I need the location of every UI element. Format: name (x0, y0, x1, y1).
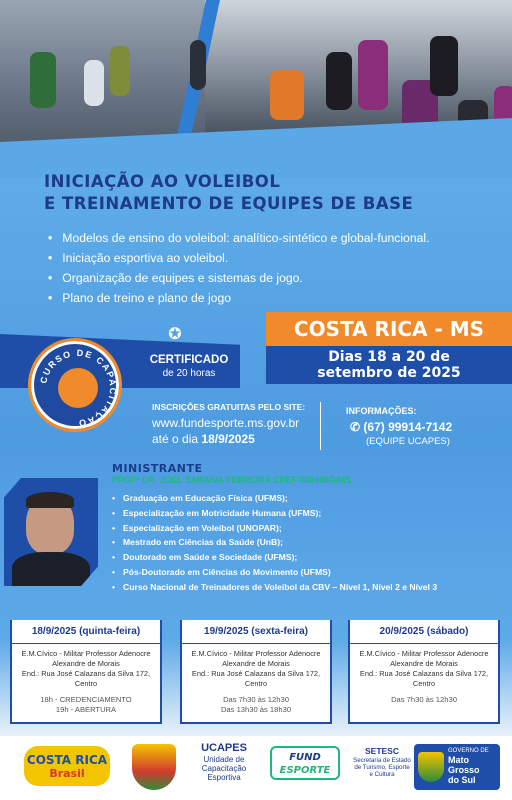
schedule-day: 20/9/2025 (sábado) (350, 620, 498, 644)
instructor-photo (4, 478, 98, 586)
costa-rica-logo-title: COSTA RICA (26, 753, 108, 767)
ucapes-line: Esportiva (207, 773, 241, 782)
info-team: (EQUIPE UCAPES) (366, 436, 450, 447)
title-line-1: INICIAÇÃO AO VOLEIBOL (44, 172, 281, 191)
player-figure (358, 40, 388, 110)
qualification-item: • Especialização em Motricidade Humana (UFMS); (112, 506, 508, 521)
topic-item: • Organização de equipes e sistemas de jogo. (48, 268, 430, 288)
setesc-line: Secretaria de Estado (353, 757, 411, 764)
topic-item: • Modelos de ensino do voleibol: analítico-sintético e global-funcional. (48, 228, 430, 248)
state-crest-icon (418, 752, 444, 782)
info-heading: INFORMAÇÕES: (346, 406, 417, 416)
ucapes-line: Unidade de (203, 755, 245, 764)
fundesporte-logo (270, 746, 340, 780)
certificate-label: CERTIFICADO (149, 354, 229, 366)
municipal-crest-icon (132, 744, 176, 790)
schedule-location (350, 649, 498, 689)
fundesporte-line-2: ESPORTE (279, 765, 331, 776)
schedule-venue: E.M.Cívico - Militar Professor Adenocre (191, 649, 321, 658)
instructor-name: PROFº DR. JOEL SARAIVA FERREIRA CREF 000490G/MS (112, 475, 352, 485)
schedule-card (10, 620, 162, 724)
schedule-time: Das 13h30 às 18h30 (220, 705, 292, 714)
seal-text: CURSO DE CAPACITAÇÃO (38, 347, 119, 429)
course-seal (28, 338, 122, 432)
player-figure (110, 46, 130, 96)
government-logo (414, 744, 500, 790)
whatsapp-icon: ✆ (350, 420, 361, 434)
setesc-title: SETESC (364, 746, 399, 756)
schedule-time: Das 7h30 às 12h30 (391, 695, 457, 704)
qualification-item: • Pós-Doutorado em Ciências do Movimento (UFMS) (112, 565, 508, 580)
player-figure (30, 52, 56, 108)
deadline-prefix: até o dia (152, 432, 199, 446)
deadline-date: 18/9/2025 (201, 432, 255, 446)
phone-number: (67) 99914-7142 (363, 420, 453, 434)
topic-item: • Plano de treino e plano de jogo (48, 288, 430, 308)
event-dates-line-1: Dias 18 a 20 de (328, 349, 450, 365)
ucapes-title: UCAPES (201, 742, 247, 754)
gov-line: Mato (448, 755, 469, 765)
schedule-day: 19/9/2025 (sexta-feira) (182, 620, 330, 644)
schedule-times (350, 695, 498, 705)
registration-site-link[interactable]: www.fundesporte.ms.gov.br (152, 416, 300, 430)
player-figure (270, 70, 304, 120)
schedule-address: End.: Rua José Calazans da Silva 172, Centro (359, 669, 489, 688)
schedule-time: 18h - CREDENCIAMENTO (40, 695, 132, 704)
registration-heading: INSCRIÇÕES GRATUITAS PELO SITE: (152, 402, 306, 412)
schedule-venue-2: Alexandre de Morais (390, 659, 458, 668)
qualification-item: • Doutorado em Saúde e Sociedade (UFMS); (112, 550, 508, 565)
qualification-item: • Curso Nacional de Treinadores de Voleibol da CBV – Nível 1, Nível 2 e Nível 3 (112, 580, 508, 595)
gov-line: Grosso (448, 765, 480, 775)
setesc-logo (346, 746, 418, 778)
certificate-icon: ✪ (168, 326, 182, 343)
qualification-item: • Graduação em Educação Física (UFMS); (112, 491, 508, 506)
schedule-venue: E.M.Cívico - Militar Professor Adenocre (359, 649, 489, 658)
player-figure (326, 52, 352, 110)
schedule-venue-2: Alexandre de Morais (222, 659, 290, 668)
schedule-address: End.: Rua José Calazans da Silva 172, Centro (191, 669, 321, 688)
event-dates-line-2: setembro de 2025 (317, 365, 461, 381)
setesc-line: e Cultura (369, 771, 395, 778)
qualification-item: • Mestrado em Ciências da Saúde (UnB); (112, 535, 508, 550)
instructor-heading: MINISTRANTE (112, 462, 203, 475)
divider (320, 402, 321, 450)
player-figure (84, 60, 104, 106)
ucapes-line: Capacitação (201, 764, 247, 773)
topics-list (48, 228, 430, 308)
setesc-line: de Turismo, Esporte (354, 764, 410, 771)
ucapes-logo (190, 742, 258, 782)
seal-graphic (31, 341, 125, 435)
certificate-hours: de 20 horas (162, 368, 216, 379)
schedule-venue: E.M.Cívico - Militar Professor Adenocre (21, 649, 151, 658)
gov-line: GOVERNO DE (448, 748, 489, 754)
qualification-item: • Especialização em Voleibol (UNOPAR); (112, 521, 508, 536)
schedule-location (12, 649, 160, 689)
schedule-address: End.: Rua José Calazans da Silva 172, Centro (21, 669, 151, 688)
gov-line: do Sul (448, 775, 476, 785)
registration-deadline (152, 432, 255, 446)
player-figure (430, 36, 458, 96)
topic-item: • Iniciação esportiva ao voleibol. (48, 248, 430, 268)
fundesporte-line-1: FUND (289, 752, 321, 763)
schedule-day: 18/9/2025 (quinta-feira) (12, 620, 160, 644)
schedule-venue-2: Alexandre de Morais (52, 659, 120, 668)
sponsor-logos (0, 736, 512, 800)
info-phone[interactable] (350, 420, 452, 434)
qualifications-list (112, 491, 508, 595)
schedule-times (12, 695, 160, 715)
event-city: COSTA RICA - MS (266, 312, 512, 346)
instructor-hair (26, 492, 74, 508)
schedule-card (180, 620, 332, 724)
schedule-times (182, 695, 330, 715)
schedule-time: Das 7h30 às 12h30 (223, 695, 289, 704)
player-figure (190, 40, 206, 90)
schedule-location (182, 649, 330, 689)
schedule (10, 620, 502, 730)
instructor-body (12, 552, 90, 592)
schedule-time: 19h - ABERTURA (55, 705, 117, 714)
costa-rica-logo (24, 746, 110, 786)
schedule-card (348, 620, 500, 724)
title-line-2: E TREINAMENTO DE EQUIPES DE BASE (44, 194, 414, 213)
event-dates (266, 346, 512, 384)
costa-rica-logo-sub: Brasil (49, 767, 85, 780)
